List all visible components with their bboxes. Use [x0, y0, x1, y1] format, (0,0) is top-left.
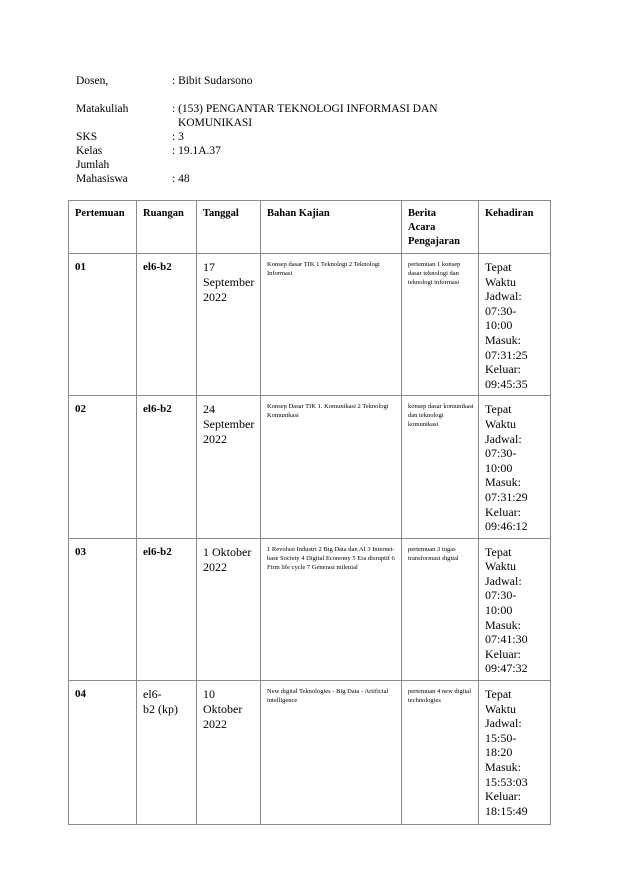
- cell-bahan-kajian: Konsep Dasar TIK 1. Komunikasi 2 Teknologi Komunikasi: [261, 396, 402, 538]
- cell-berita-acara: pertemuan 3 tugas transformasi digital: [402, 538, 479, 680]
- matakuliah-label: Matakuliah: [76, 103, 129, 115]
- cell-bahan-kajian: New digital Teknologies - Big Data - Artificial intelligence: [261, 681, 402, 825]
- cell-ruangan: el6- b2 (kp): [137, 681, 197, 825]
- mahasiswa-label: Mahasiswa: [76, 173, 128, 185]
- matakuliah-value-line1: : (153) PENGANTAR TEKNOLOGI INFORMASI DAN: [172, 103, 438, 115]
- cell-bahan-kajian: 1 Revolusi Industri 2 Big Data dan AI 3 Internet-base Society 4 Digital Economy 5 Era disruptif 6 Firm life cycle 7 Generasi milenial: [261, 538, 402, 680]
- dosen-label: Dosen,: [76, 75, 109, 87]
- course-info: [76, 74, 502, 186]
- matakuliah-value: [172, 102, 502, 130]
- cell-tanggal: 24 September 2022: [197, 396, 261, 538]
- table-header-row: [69, 201, 551, 254]
- mahasiswa-value: : 48: [172, 173, 190, 185]
- cell-pertemuan: 01: [69, 254, 137, 396]
- cell-ruangan: el6-b2: [137, 396, 197, 538]
- matakuliah-row: [76, 102, 502, 130]
- header-bahan-kajian: Bahan Kajian: [261, 201, 402, 254]
- jumlah-label: Jumlah: [76, 159, 110, 171]
- cell-berita-acara: pertemuan 4 new digital technologies: [402, 681, 479, 825]
- table-row: [69, 538, 551, 680]
- dosen-row: [76, 74, 502, 88]
- cell-pertemuan: 03: [69, 538, 137, 680]
- table-row: [69, 254, 551, 396]
- kelas-value: : 19.1A.37: [172, 145, 221, 157]
- header-berita-acara: Berita Acara Pengajaran: [402, 201, 479, 254]
- cell-ruangan: el6-b2: [137, 538, 197, 680]
- header-pertemuan: Pertemuan: [69, 201, 137, 254]
- cell-berita-acara: konsep dasar komunikasi dan teknologi komunikasi: [402, 396, 479, 538]
- cell-kehadiran: Tepat Waktu Jadwal: 07:30- 10:00 Masuk: 07:31:25 Keluar: 09:45:35: [479, 254, 551, 396]
- cell-tanggal: 10 Oktober 2022: [197, 681, 261, 825]
- cell-kehadiran: Tepat Waktu Jadwal: 15:50- 18:20 Masuk: 15:53:03 Keluar: 18:15:49: [479, 681, 551, 825]
- cell-berita-acara: pertemuan 1 konsep dasar teknologi dan teknologi informasi: [402, 254, 479, 396]
- sks-label: SKS: [76, 131, 98, 143]
- kelas-label: Kelas: [76, 145, 103, 157]
- cell-tanggal: 17 September 2022: [197, 254, 261, 396]
- dosen-value: : Bibit Sudarsono: [172, 75, 253, 87]
- cell-ruangan: el6-b2: [137, 254, 197, 396]
- matakuliah-value-line2: KOMUNIKASI: [178, 117, 253, 129]
- header-kehadiran: Kehadiran: [479, 201, 551, 254]
- sks-row: [76, 130, 502, 144]
- header-tanggal: Tanggal: [197, 201, 261, 254]
- jumlah-row: [76, 158, 502, 172]
- header-ruangan: Ruangan: [137, 201, 197, 254]
- cell-pertemuan: 04: [69, 681, 137, 825]
- cell-kehadiran: Tepat Waktu Jadwal: 07:30- 10:00 Masuk: 07:31:29 Keluar: 09:46:12: [479, 396, 551, 538]
- attendance-table: [68, 200, 551, 825]
- sks-value: : 3: [172, 131, 184, 143]
- cell-tanggal: 1 Oktober 2022: [197, 538, 261, 680]
- mahasiswa-row: [76, 172, 502, 186]
- table-row: [69, 681, 551, 825]
- cell-bahan-kajian: Konsep dasar TIK 1 Teknologi 2 Teknologi Informasi: [261, 254, 402, 396]
- cell-kehadiran: Tepat Waktu Jadwal: 07:30- 10:00 Masuk: 07:41:30 Keluar: 09:47:32: [479, 538, 551, 680]
- table-row: [69, 396, 551, 538]
- kelas-row: [76, 144, 502, 158]
- cell-pertemuan: 02: [69, 396, 137, 538]
